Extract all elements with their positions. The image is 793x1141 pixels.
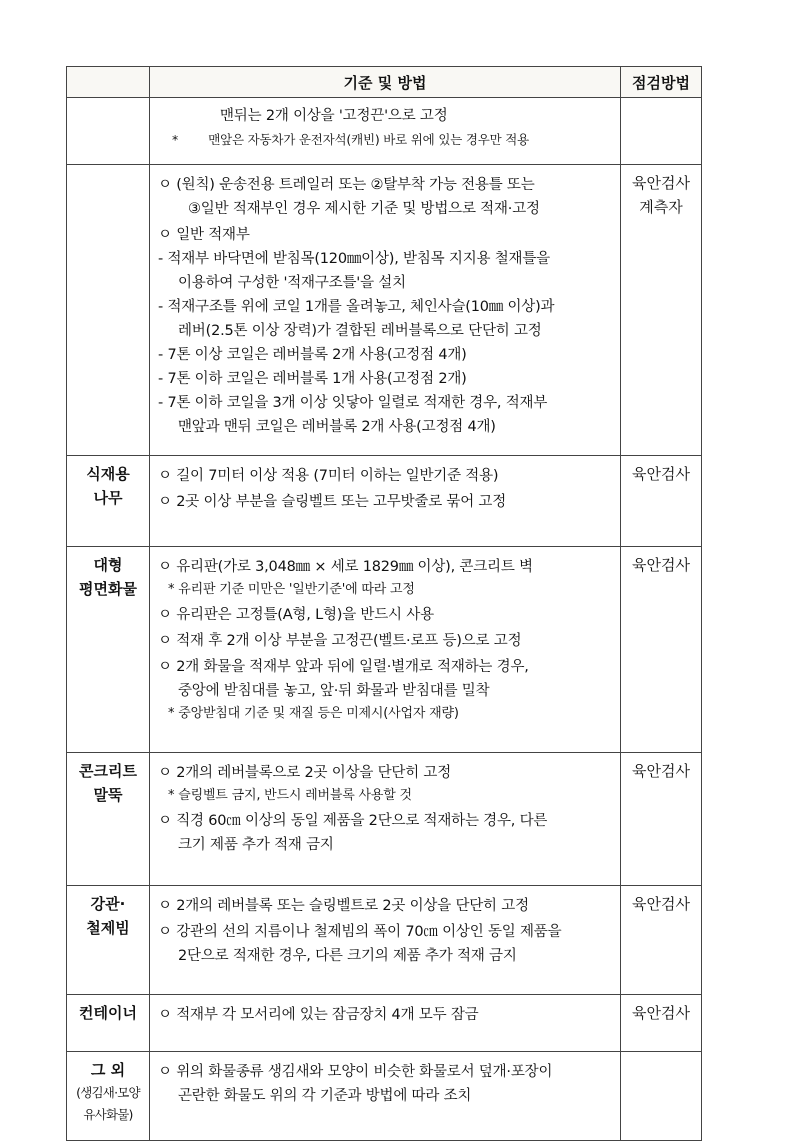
category-label: 컨테이너 — [79, 1004, 137, 1022]
inspection-method: 육안검사 — [632, 174, 690, 192]
criteria-continuation: 이용하여 구성한 '적재구조틀'을 설치 — [178, 275, 406, 291]
criteria-continuation: 레버(2.5톤 이상 장력)가 결합된 레버블록으로 단단히 고정 — [178, 323, 542, 339]
criteria-bullet: ㅇ 길이 7미터 이상 적용 (7미터 이하는 일반기준 적용) — [158, 468, 499, 484]
criteria-bullet: ㅇ 적재부 각 모서리에 있는 잠금장치 4개 모두 잠금 — [158, 1007, 479, 1023]
inspection-cell: 육안검사 — [621, 886, 702, 995]
table-header-row — [67, 67, 702, 98]
criteria-note: * 슬링벨트 금지, 반드시 레버블록 사용할 것 — [168, 788, 412, 803]
cargo-securing-table — [66, 66, 702, 1141]
criteria-dash: - 적재구조틀 위에 코일 1개를 올려놓고, 체인사슬(10㎜ 이상)과 — [158, 299, 555, 315]
table-row — [67, 547, 702, 753]
criteria-continuation: 크기 제품 추가 적재 금지 — [178, 837, 334, 853]
criteria-note: * 맨앞은 자동차가 운전자석(캐빈) 바로 위에 있는 경우만 적용 — [172, 132, 530, 147]
category-label: 식재용 — [86, 465, 130, 483]
criteria-bullet: ㅇ 유리판(가로 3,048㎜ × 세로 1829㎜ 이상), 콘크리트 벽 — [158, 559, 533, 575]
criteria-cell — [150, 753, 621, 886]
criteria-dash: - 7톤 이하 코일을 3개 이상 잇닿아 일렬로 적재한 경우, 적재부 — [158, 395, 548, 411]
criteria-bullet: ㅇ 2개의 레버블록으로 2곳 이상을 단단히 고정 — [158, 765, 452, 781]
category-cell — [67, 886, 150, 995]
inspection-cell — [621, 1052, 702, 1141]
category-label: 대형 — [93, 556, 123, 574]
criteria-bullet: ㅇ (원칙) 운송전용 트레일러 또는 ②탈부착 가능 전용틀 또는 — [158, 177, 535, 193]
table-row — [67, 98, 702, 165]
inspection-cell: 육안검사 — [621, 753, 702, 886]
criteria-cell — [150, 547, 621, 753]
category-cell — [67, 547, 150, 753]
criteria-bullet: ㅇ 적재 후 2개 이상 부분을 고정끈(벨트·로프 등)으로 고정 — [158, 633, 522, 649]
table-row — [67, 995, 702, 1052]
criteria-continuation: 맨앞과 맨뒤 코일은 레버블록 2개 사용(고정점 4개) — [178, 419, 496, 435]
criteria-bullet: ㅇ 일반 적재부 — [158, 227, 250, 243]
table-row — [67, 165, 702, 456]
criteria-cell — [150, 1052, 621, 1141]
header-criteria: 기준 및 방법 — [150, 67, 621, 98]
criteria-cell — [150, 886, 621, 995]
category-cell — [67, 1052, 150, 1141]
criteria-cell — [150, 995, 621, 1052]
category-cell — [67, 753, 150, 886]
criteria-bullet: ㅇ 강관의 선의 지름이나 철제빔의 폭이 70㎝ 이상인 동일 제품을 — [158, 924, 562, 940]
table-row — [67, 886, 702, 995]
inspection-cell: 육안검사 — [621, 995, 702, 1052]
inspection-cell: 육안검사 — [621, 456, 702, 547]
category-label: 그 외 — [90, 1061, 126, 1079]
criteria-continuation: 2단으로 적재한 경우, 다른 크기의 제품 추가 적재 금지 — [178, 948, 517, 964]
criteria-note: * 중앙받침대 기준 및 재질 등은 미제시(사업자 재량) — [168, 706, 459, 721]
criteria-bullet: ㅇ 2곳 이상 부분을 슬링벨트 또는 고무밧줄로 묶어 고정 — [158, 494, 507, 510]
criteria-note: * 유리판 기준 미만은 '일반기준'에 따라 고정 — [168, 582, 415, 597]
inspection-cell — [621, 165, 702, 456]
criteria-bullet: ㅇ 위의 화물종류 생김새와 모양이 비슷한 화물로서 덮개·포장이 — [158, 1064, 553, 1080]
category-sublabel: 유사화물) — [83, 1107, 133, 1122]
criteria-cell — [150, 165, 621, 456]
inspection-cell: 육안검사 — [621, 547, 702, 753]
category-label: 철제빔 — [86, 919, 130, 937]
table-row — [67, 753, 702, 886]
category-label: 말뚝 — [93, 786, 123, 804]
category-label: 나무 — [93, 489, 123, 507]
criteria-dash: - 7톤 이하 코일은 레버블록 1개 사용(고정점 2개) — [158, 371, 467, 387]
category-label: 강관· — [90, 895, 126, 913]
criteria-bullet: ㅇ 유리판은 고정틀(A형, L형)을 반드시 사용 — [158, 607, 434, 623]
category-cell — [67, 995, 150, 1052]
table-row — [67, 456, 702, 547]
criteria-cell — [150, 456, 621, 547]
criteria-cell — [150, 98, 621, 165]
category-cell — [67, 456, 150, 547]
header-inspection: 점검방법 — [621, 67, 702, 98]
category-cell — [67, 98, 150, 165]
criteria-bullet: ㅇ 2개의 레버블록 또는 슬링벨트로 2곳 이상을 단단히 고정 — [158, 898, 529, 914]
inspection-cell — [621, 98, 702, 165]
table-row — [67, 1052, 702, 1141]
category-sublabel: (생김새·모양 — [76, 1085, 140, 1100]
header-category — [67, 67, 150, 98]
criteria-line: 맨뒤는 2개 이상을 '고정끈'으로 고정 — [220, 108, 448, 124]
criteria-continuation: 중앙에 받침대를 놓고, 앞·뒤 화물과 받침대를 밀착 — [178, 683, 490, 699]
criteria-continuation: 곤란한 화물도 위의 각 기준과 방법에 따라 조치 — [178, 1088, 472, 1104]
category-label: 콘크리트 — [79, 762, 137, 780]
criteria-bullet: ㅇ 직경 60㎝ 이상의 동일 제품을 2단으로 적재하는 경우, 다른 — [158, 813, 548, 829]
criteria-dash: - 7톤 이상 코일은 레버블록 2개 사용(고정점 4개) — [158, 347, 467, 363]
criteria-dash: - 적재부 바닥면에 받침목(120㎜이상), 받침목 지지용 철재틀을 — [158, 251, 550, 267]
criteria-continuation: ③일반 적재부인 경우 제시한 기준 및 방법으로 적재·고정 — [188, 201, 540, 217]
criteria-bullet: ㅇ 2개 화물을 적재부 앞과 뒤에 일렬·별개로 적재하는 경우, — [158, 659, 529, 675]
category-label: 평면화물 — [79, 580, 137, 598]
inspection-method: 계측자 — [639, 198, 683, 216]
category-cell — [67, 165, 150, 456]
